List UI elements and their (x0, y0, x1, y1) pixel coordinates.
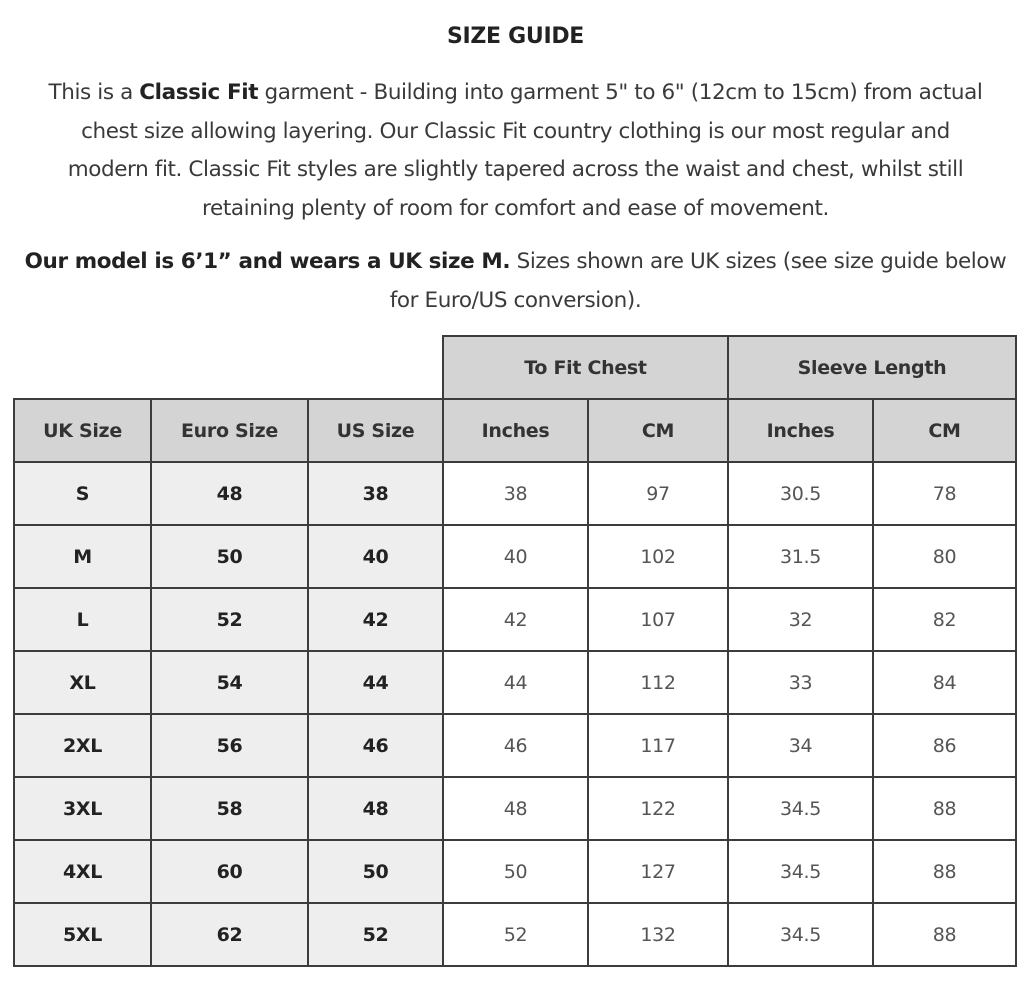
cell-chest-cm: 102 (588, 525, 728, 588)
table-row (14, 651, 1016, 714)
cell-uk-size: 4XL (14, 840, 151, 903)
cell-uk-size: 5XL (14, 903, 151, 966)
cell-euro-size: 54 (151, 651, 308, 714)
cell-uk-size: S (14, 462, 151, 525)
cell-chest-cm: 127 (588, 840, 728, 903)
size-table (13, 335, 1017, 967)
cell-sleeve-cm: 82 (873, 588, 1016, 651)
cell-sleeve-cm: 86 (873, 714, 1016, 777)
cell-chest-inches: 52 (443, 903, 588, 966)
cell-chest-cm: 132 (588, 903, 728, 966)
table-row (14, 840, 1016, 903)
cell-us-size: 38 (308, 462, 443, 525)
cell-chest-inches: 42 (443, 588, 588, 651)
cell-sleeve-inches: 34.5 (728, 903, 873, 966)
cell-us-size: 40 (308, 525, 443, 588)
column-header-us-size: US Size (308, 399, 443, 462)
cell-sleeve-cm: 80 (873, 525, 1016, 588)
fit-description (20, 74, 1011, 228)
table-row (14, 525, 1016, 588)
cell-sleeve-cm: 78 (873, 462, 1016, 525)
cell-euro-size: 56 (151, 714, 308, 777)
group-header-chest: To Fit Chest (443, 336, 728, 399)
table-row (14, 714, 1016, 777)
blank-corner (14, 336, 443, 399)
model-note (6, 243, 1025, 320)
cell-sleeve-cm: 88 (873, 840, 1016, 903)
cell-uk-size: 3XL (14, 777, 151, 840)
cell-sleeve-inches: 33 (728, 651, 873, 714)
size-table-body (14, 462, 1016, 966)
table-row (14, 903, 1016, 966)
group-header-sleeve: Sleeve Length (728, 336, 1016, 399)
cell-chest-cm: 117 (588, 714, 728, 777)
cell-us-size: 50 (308, 840, 443, 903)
cell-chest-inches: 44 (443, 651, 588, 714)
cell-sleeve-inches: 34 (728, 714, 873, 777)
model-note-line-1: Sizes shown are UK sizes (see size guide below (510, 249, 1007, 274)
cell-chest-cm: 97 (588, 462, 728, 525)
column-header-chest-inches: Inches (443, 399, 588, 462)
cell-us-size: 46 (308, 714, 443, 777)
cell-chest-cm: 122 (588, 777, 728, 840)
cell-chest-cm: 107 (588, 588, 728, 651)
column-header-uk-size: UK Size (14, 399, 151, 462)
cell-euro-size: 58 (151, 777, 308, 840)
cell-chest-cm: 112 (588, 651, 728, 714)
table-row (14, 462, 1016, 525)
cell-us-size: 42 (308, 588, 443, 651)
cell-sleeve-cm: 84 (873, 651, 1016, 714)
cell-chest-inches: 38 (443, 462, 588, 525)
fit-name: Classic Fit (139, 80, 259, 105)
cell-chest-inches: 40 (443, 525, 588, 588)
cell-us-size: 48 (308, 777, 443, 840)
cell-euro-size: 52 (151, 588, 308, 651)
column-header-row (14, 399, 1016, 462)
cell-sleeve-cm: 88 (873, 777, 1016, 840)
page-title: SIZE GUIDE (446, 24, 585, 49)
cell-sleeve-inches: 34.5 (728, 777, 873, 840)
cell-euro-size: 62 (151, 903, 308, 966)
cell-us-size: 52 (308, 903, 443, 966)
cell-euro-size: 60 (151, 840, 308, 903)
description-line-1: garment - Building into garment 5" to 6" (12cm to 15cm) from actual (258, 80, 983, 105)
table-row (14, 777, 1016, 840)
table-row (14, 588, 1016, 651)
cell-chest-inches: 46 (443, 714, 588, 777)
cell-euro-size: 50 (151, 525, 308, 588)
column-header-chest-cm: CM (588, 399, 728, 462)
model-note-line-2: for Euro/US conversion). (389, 287, 642, 313)
column-header-sleeve-cm: CM (873, 399, 1016, 462)
group-header-row (14, 336, 1016, 399)
cell-euro-size: 48 (151, 462, 308, 525)
cell-chest-inches: 48 (443, 777, 588, 840)
model-note-bold: Our model is 6’1” and wears a UK size M. (24, 249, 511, 274)
cell-uk-size: XL (14, 651, 151, 714)
description-line-2: chest size allowing layering. Our Classic Fit country clothing is our most regular and (81, 118, 950, 144)
cell-sleeve-inches: 34.5 (728, 840, 873, 903)
cell-uk-size: M (14, 525, 151, 588)
description-line-3: modern fit. Classic Fit styles are slightly tapered across the waist and chest, whilst still (67, 157, 964, 182)
cell-uk-size: 2XL (14, 714, 151, 777)
description-prefix: This is a (48, 80, 140, 105)
cell-us-size: 44 (308, 651, 443, 714)
description-line-4: retaining plenty of room for comfort and ease of movement. (202, 195, 829, 221)
cell-uk-size: L (14, 588, 151, 651)
cell-sleeve-inches: 30.5 (728, 462, 873, 525)
cell-sleeve-inches: 31.5 (728, 525, 873, 588)
cell-sleeve-inches: 32 (728, 588, 873, 651)
cell-chest-inches: 50 (443, 840, 588, 903)
column-header-sleeve-inches: Inches (728, 399, 873, 462)
cell-sleeve-cm: 88 (873, 903, 1016, 966)
column-header-euro-size: Euro Size (151, 399, 308, 462)
